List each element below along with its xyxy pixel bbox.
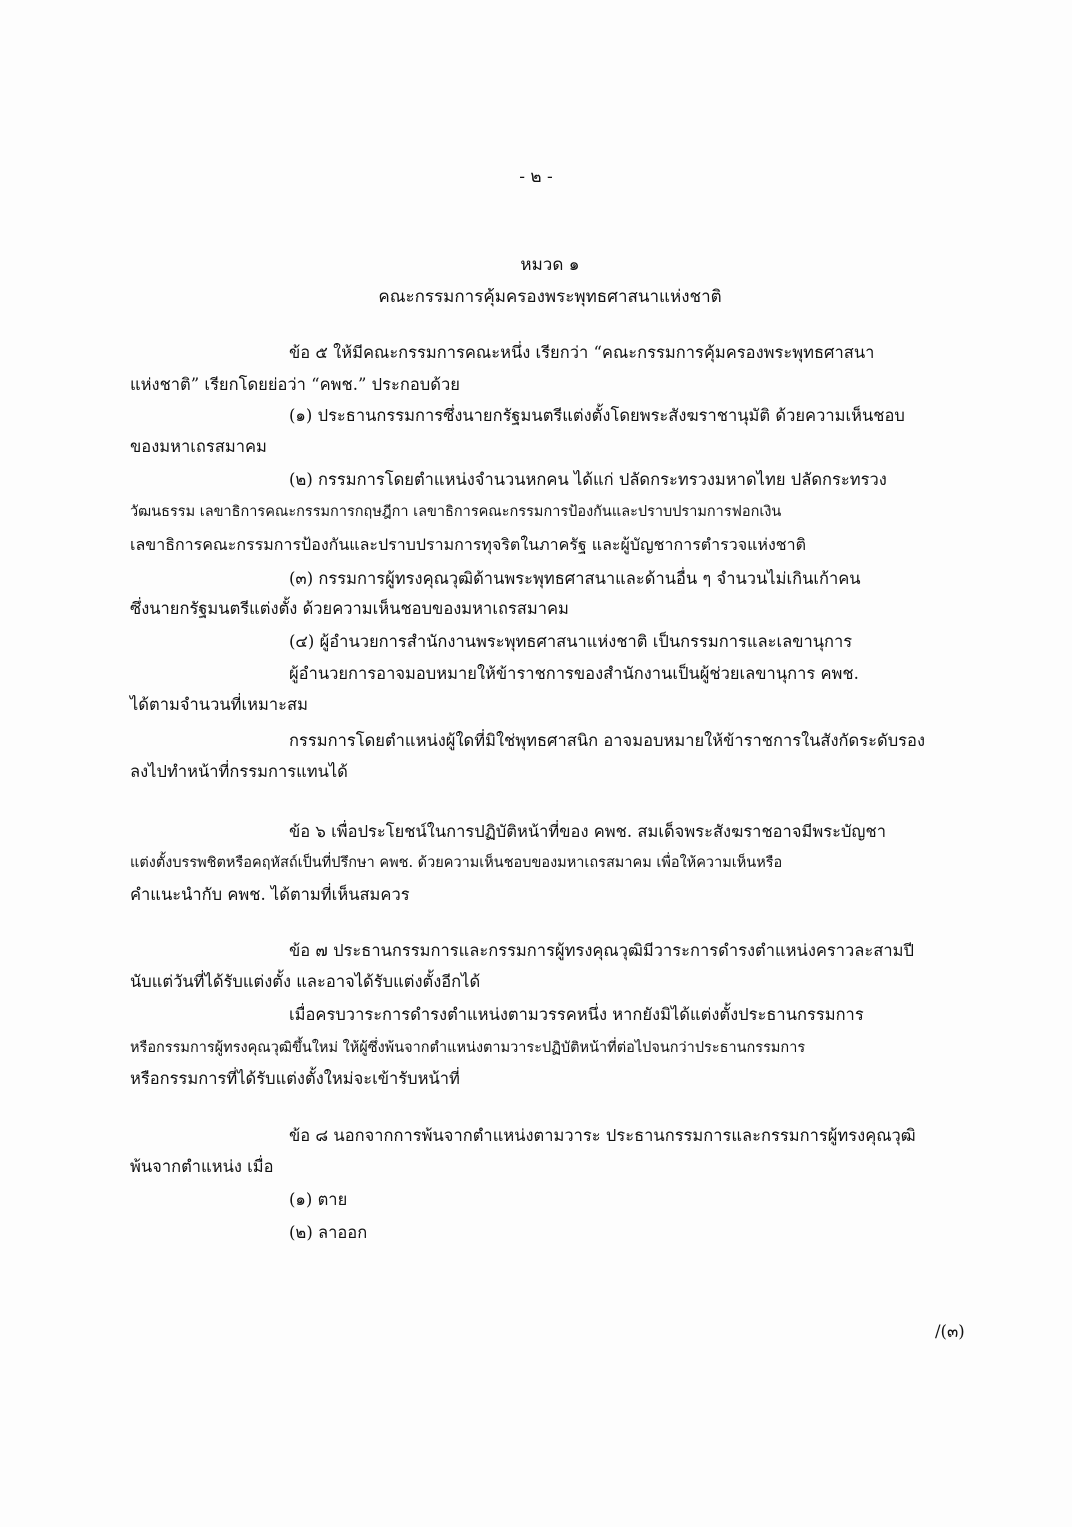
clause-5-item-3-line-2: ซึ่งนายกรัฐมนตรีแต่งตั้ง ด้วยความเห็นชอบของมหาเถรสมาคม [130,599,569,618]
clause-5-para-assistant-line-1: ผู้อำนวยการอาจมอบหมายให้ข้าราชการของสำนักงานเป็นผู้ช่วยเลขานุการ คพช. [289,664,859,683]
clause-8-line-1: ข้อ ๘ นอกจากการพ้นจากตำแหน่งตามวาระ ประธานกรรมการและกรรมการผู้ทรงคุณวุฒิ [289,1126,916,1145]
clause-7-para-2-line-3: หรือกรรมการที่ได้รับแต่งตั้งใหม่จะเข้ารับหน้าที่ [130,1069,460,1088]
clause-5-item-3-line-1: (๓) กรรมการผู้ทรงคุณวุฒิด้านพระพุทธศาสนาและด้านอื่น ๆ จำนวนไม่เกินเก้าคน [289,569,861,588]
clause-8-line-2: พ้นจากตำแหน่ง เมื่อ [130,1157,274,1176]
clause-5-para-assistant-line-2: ได้ตามจำนวนที่เหมาะสม [130,695,308,714]
clause-7-para-2-line-1: เมื่อครบวาระการดำรงตำแหน่งตามวรรคหนึ่ง หากยังมิได้แต่งตั้งประธานกรรมการ [289,1005,864,1024]
clause-5-para-delegate-line-2: ลงไปทำหน้าที่กรรมการแทนได้ [130,762,348,781]
clause-5-item-2-line-1: (๒) กรรมการโดยตำแหน่งจำนวนหกคน ได้แก่ ปลัดกระทรวงมหาดไทย ปลัดกระทรวง [289,470,887,489]
clause-6-line-2: แต่งตั้งบรรพชิตหรือคฤหัสถ์เป็นที่ปรึกษา คพช. ด้วยความเห็นชอบของมหาเถรสมาคม เพื่อให้ความเห็นหรือ [130,855,783,871]
clause-5-item-2-line-2: วัฒนธรรม เลขาธิการคณะกรรมการกฤษฎีกา เลขาธิการคณะกรรมการป้องกันและปราบปรามการฟอกเงิน [130,504,782,520]
clause-5-line-1: ข้อ ๕ ให้มีคณะกรรมการคณะหนึ่ง เรียกว่า “คณะกรรมการคุ้มครองพระพุทธศาสนา [289,343,875,362]
clause-6-line-3: คำแนะนำกับ คพช. ได้ตามที่เห็นสมควร [130,885,410,904]
continuation-marker: /(๓) [935,1322,965,1341]
clause-5-item-1-line-1: (๑) ประธานกรรมการซึ่งนายกรัฐมนตรีแต่งตั้งโดยพระสังฆราชานุมัติ ด้วยความเห็นชอบ [289,406,905,425]
clause-7-line-1: ข้อ ๗ ประธานกรรมการและกรรมการผู้ทรงคุณวุฒิมีวาระการดำรงตำแหน่งคราวละสามปี [289,941,914,960]
clause-7-line-2: นับแต่วันที่ได้รับแต่งตั้ง และอาจได้รับแต่งตั้งอีกได้ [130,972,481,991]
clause-5-item-2-line-3: เลขาธิการคณะกรรมการป้องกันและปราบปรามการทุจริตในภาครัฐ และผู้บัญชาการตำรวจแห่งชาติ [130,535,807,554]
page-number: - ๒ - [519,167,553,187]
chapter-title: คณะกรรมการคุ้มครองพระพุทธศาสนาแห่งชาติ [378,287,722,307]
clause-5-item-4: (๔) ผู้อำนวยการสำนักงานพระพุทธศาสนาแห่งชาติ เป็นกรรมการและเลขานุการ [289,632,853,651]
clause-5-line-2: แห่งชาติ” เรียกโดยย่อว่า “คพช.” ประกอบด้วย [130,375,460,394]
clause-5-para-delegate-line-1: กรรมการโดยตำแหน่งผู้ใดที่มิใช่พุทธศาสนิก อาจมอบหมายให้ข้าราชการในสังกัดระดับรอง [289,731,925,750]
clause-8-item-1: (๑) ตาย [289,1190,348,1209]
clause-5-item-1-line-2: ของมหาเถรสมาคม [130,437,267,456]
chapter-heading: หมวด ๑ [520,255,580,275]
clause-8-item-2: (๒) ลาออก [289,1223,368,1242]
clause-6-line-1: ข้อ ๖ เพื่อประโยชน์ในการปฏิบัติหน้าที่ของ คพช. สมเด็จพระสังฆราชอาจมีพระบัญชา [289,822,886,841]
clause-7-para-2-line-2: หรือกรรมการผู้ทรงคุณวุฒิขึ้นใหม่ ให้ผู้ซึ่งพ้นจากตำแหน่งตามวาระปฏิบัติหน้าที่ต่อไปจนกว่าประธานกรรมการ [130,1040,806,1056]
